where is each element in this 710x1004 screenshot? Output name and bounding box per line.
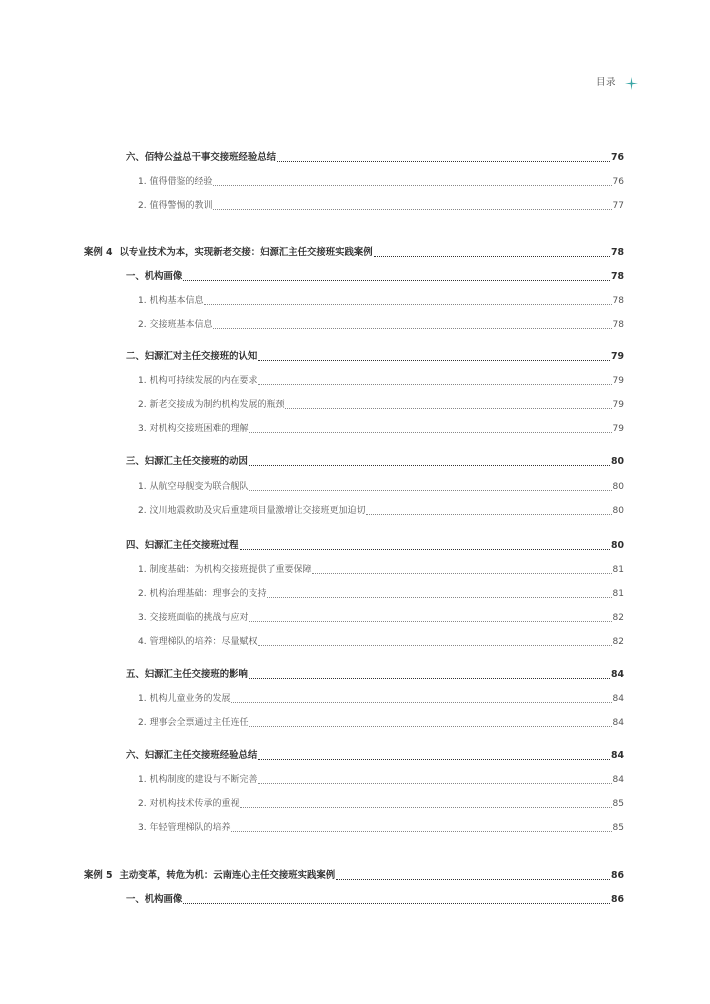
case-number: 案例 4	[84, 247, 113, 258]
page-number: 84	[610, 669, 624, 680]
page-number: 84	[612, 775, 624, 785]
page-number: 76	[612, 177, 624, 187]
header-title: 目录	[596, 77, 617, 88]
toc-entry-title: 2. 对机构技术传承的重视	[138, 799, 240, 809]
page-number: 79	[612, 400, 624, 410]
toc-entry-title: 3. 对机构交接班困难的理解	[138, 424, 249, 434]
page-number: 78	[612, 320, 624, 330]
page-number: 80	[610, 456, 624, 467]
toc-subsection-entry[interactable]	[138, 199, 624, 213]
page-number: 86	[610, 870, 624, 881]
toc-entry-title: 2. 值得警惕的教训	[138, 201, 213, 211]
toc-subsection-entry[interactable]	[138, 175, 624, 189]
page-number: 81	[612, 565, 624, 575]
dot-leader	[374, 256, 610, 257]
sparkle-star-icon	[625, 75, 638, 88]
toc-section-entry[interactable]	[126, 151, 624, 165]
toc-subsection-entry[interactable]	[138, 318, 624, 332]
dot-leader	[240, 549, 610, 550]
dot-leader	[240, 807, 611, 808]
toc-subsection-entry[interactable]	[138, 773, 624, 787]
page-number: 85	[612, 823, 624, 833]
toc-entry-title: 六、妇源汇主任交接班经验总结	[126, 750, 258, 761]
toc-subsection-entry[interactable]	[138, 374, 624, 388]
page-number: 78	[610, 247, 624, 258]
page-number: 80	[612, 482, 624, 492]
dot-leader	[249, 465, 610, 466]
page-header	[596, 73, 638, 89]
dot-leader	[258, 759, 610, 760]
toc-entry-title: 2. 新老交接成为制约机构发展的瓶颈	[138, 400, 285, 410]
toc-entry-title: 1. 机构儿童业务的发展	[138, 694, 231, 704]
toc-entry-title: 2. 汶川地震救助及灾后重建项目量激增让交接班更加迫切	[138, 506, 366, 516]
dot-leader	[249, 726, 611, 727]
page-number: 76	[610, 152, 624, 163]
toc-subsection-entry[interactable]	[138, 398, 624, 412]
dot-leader	[249, 678, 610, 679]
toc-subsection-entry[interactable]	[138, 480, 624, 494]
toc-section-entry[interactable]	[126, 539, 624, 553]
page-number: 84	[612, 694, 624, 704]
toc-section-entry[interactable]	[126, 270, 624, 284]
dot-leader	[231, 702, 611, 703]
toc-subsection-entry[interactable]	[138, 821, 624, 835]
toc-subsection-entry[interactable]	[138, 504, 624, 518]
toc-entry-title: 2. 交接班基本信息	[138, 320, 213, 330]
toc-subsection-entry[interactable]	[138, 635, 624, 649]
page-number: 79	[612, 424, 624, 434]
dot-leader	[258, 384, 611, 385]
dot-leader	[183, 280, 610, 281]
toc-entry-title: 四、妇源汇主任交接班过程	[126, 540, 239, 551]
toc-subsection-entry[interactable]	[138, 797, 624, 811]
toc-entry-title: 三、妇源汇主任交接班的动因	[126, 456, 248, 467]
toc-subsection-entry[interactable]	[138, 422, 624, 436]
page-number: 82	[612, 637, 624, 647]
toc-entry-title: 1. 从航空母舰变为联合舰队	[138, 482, 249, 492]
toc-subsection-entry[interactable]	[138, 716, 624, 730]
page-number: 80	[612, 506, 624, 516]
toc-entry-title: 2. 理事会全票通过主任连任	[138, 718, 249, 728]
toc-section-entry[interactable]	[126, 668, 624, 682]
toc-entry-title: 1. 制度基础：为机构交接班提供了重要保障	[138, 565, 312, 575]
toc-subsection-entry[interactable]	[138, 563, 624, 577]
dot-leader	[258, 783, 611, 784]
dot-leader	[183, 903, 610, 904]
dot-leader	[204, 304, 611, 305]
dot-leader	[213, 328, 611, 329]
page-number: 78	[612, 296, 624, 306]
toc-entry-title: 五、妇源汇主任交接班的影响	[126, 669, 248, 680]
page-number: 85	[612, 799, 624, 809]
dot-leader	[213, 209, 611, 210]
page-number: 82	[612, 613, 624, 623]
toc-subsection-entry[interactable]	[138, 611, 624, 625]
dot-leader	[267, 597, 611, 598]
toc-entry-title: 3. 年轻管理梯队的培养	[138, 823, 231, 833]
toc-entry-title: 六、佰特公益总干事交接班经验总结	[126, 152, 277, 163]
toc-entry-title	[84, 869, 335, 883]
dot-leader	[213, 185, 611, 186]
page-number: 84	[610, 750, 624, 761]
page-number: 84	[612, 718, 624, 728]
dot-leader	[336, 879, 610, 880]
toc-entry-title: 一、机构画像	[126, 271, 183, 282]
toc-section-entry[interactable]	[126, 455, 624, 469]
case-title: 主动变革，转危为机：云南连心主任交接班实践案例	[119, 870, 336, 881]
case-title: 以专业技术为本，实现新老交接：妇源汇主任交接班实践案例	[119, 247, 373, 258]
dot-leader	[231, 831, 611, 832]
toc-subsection-entry[interactable]	[138, 587, 624, 601]
page-number: 80	[610, 540, 624, 551]
page-number: 81	[612, 589, 624, 599]
toc-section-entry[interactable]	[126, 350, 624, 364]
dot-leader	[249, 621, 611, 622]
toc-subsection-entry[interactable]	[138, 294, 624, 308]
dot-leader	[285, 408, 611, 409]
dot-leader	[258, 645, 611, 646]
toc-entry-title: 一、机构画像	[126, 894, 183, 905]
toc-entry-title: 3. 交接班面临的挑战与应对	[138, 613, 249, 623]
toc-case-entry[interactable]	[84, 246, 624, 260]
toc-case-entry[interactable]	[84, 869, 624, 883]
toc-entry-title: 4. 管理梯队的培养：尽量赋权	[138, 637, 258, 647]
toc-entry-title	[84, 246, 373, 260]
page-number: 79	[610, 351, 624, 362]
toc-entry-title: 1. 机构制度的建设与不断完善	[138, 775, 258, 785]
page-number: 78	[610, 271, 624, 282]
toc-entry-title: 1. 值得借鉴的经验	[138, 177, 213, 187]
toc-subsection-entry[interactable]	[138, 692, 624, 706]
dot-leader	[249, 432, 611, 433]
toc-entry-title: 2. 机构治理基础：理事会的支持	[138, 589, 267, 599]
toc-entry-title: 1. 机构基本信息	[138, 296, 204, 306]
dot-leader	[249, 490, 611, 491]
dot-leader	[277, 161, 610, 162]
page-number: 86	[610, 894, 624, 905]
page-number: 79	[612, 376, 624, 386]
case-number: 案例 5	[84, 870, 113, 881]
toc-section-entry[interactable]	[126, 893, 624, 907]
toc-entry-title: 二、妇源汇对主任交接班的认知	[126, 351, 258, 362]
toc-section-entry[interactable]	[126, 749, 624, 763]
dot-leader	[366, 514, 611, 515]
page-number: 77	[612, 201, 624, 211]
dot-leader	[258, 360, 610, 361]
dot-leader	[312, 573, 611, 574]
toc-entry-title: 1. 机构可持续发展的内在要求	[138, 376, 258, 386]
